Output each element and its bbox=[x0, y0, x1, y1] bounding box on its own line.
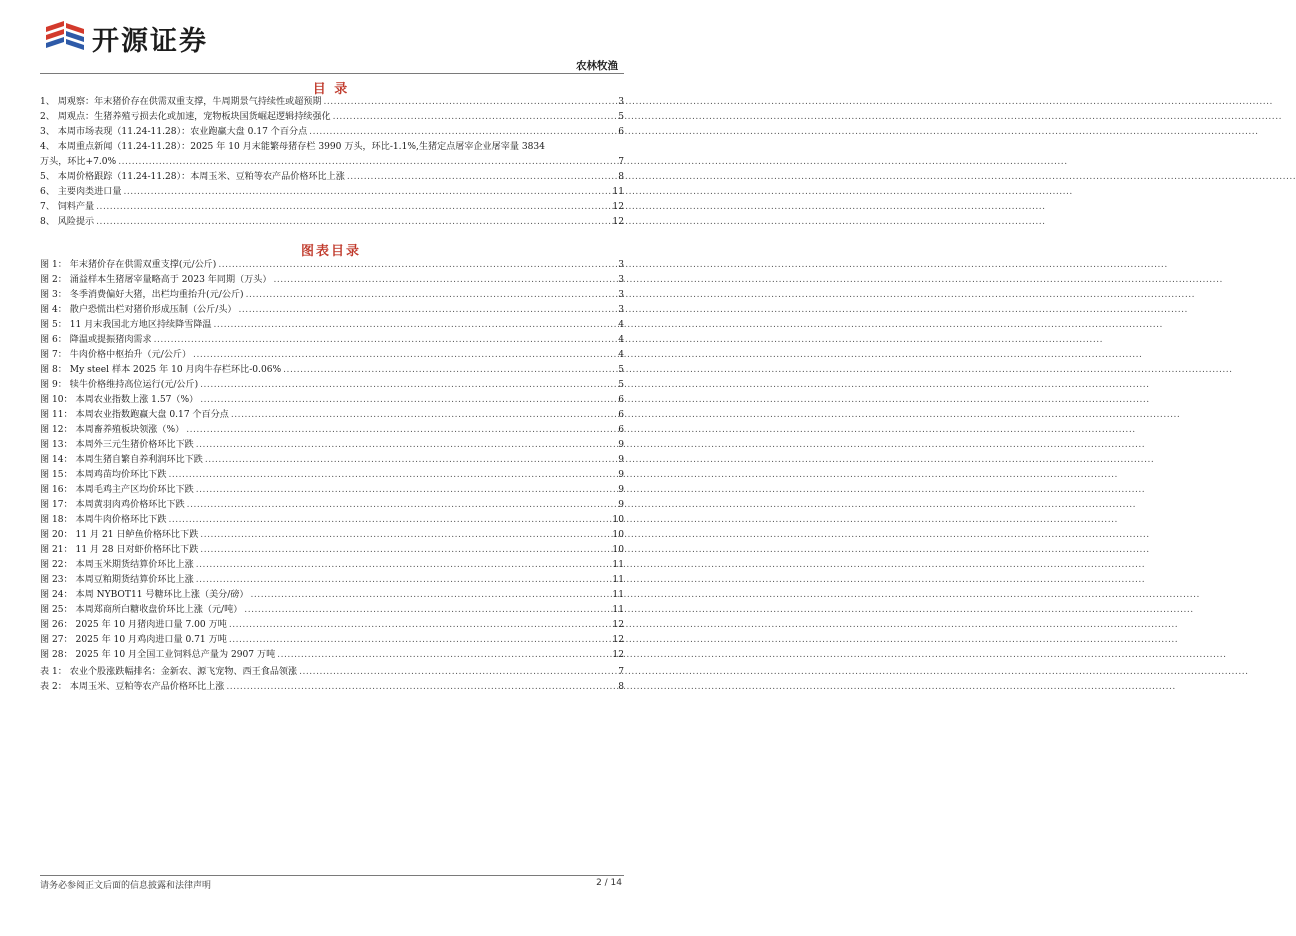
leader-dots bbox=[218, 258, 616, 273]
figure-item[interactable] bbox=[40, 438, 624, 453]
figure-item-page: 11 bbox=[612, 560, 624, 570]
leader-dots bbox=[200, 528, 610, 543]
leader-dots bbox=[200, 378, 616, 393]
figure-item[interactable] bbox=[40, 483, 624, 498]
figure-item-page: 5 bbox=[618, 380, 624, 390]
figure-item-label: 图 3： 冬季消费偏好大猪，出栏均重抬升(元/公斤) bbox=[40, 290, 244, 300]
toc-title: 目 录 bbox=[312, 82, 350, 97]
figure-item[interactable] bbox=[40, 393, 624, 408]
figure-item[interactable] bbox=[40, 513, 624, 528]
leader-dots bbox=[200, 543, 610, 558]
figure-item-page: 6 bbox=[618, 425, 624, 435]
leader-dots bbox=[273, 273, 616, 288]
figure-item[interactable] bbox=[40, 408, 624, 423]
figure-item-label: 图 11： 本周农业指数跑赢大盘 0.17 个百分点 bbox=[40, 410, 229, 420]
figure-item[interactable] bbox=[40, 363, 624, 378]
figure-item[interactable] bbox=[40, 498, 624, 513]
figure-item-label: 图 1： 年末猪价存在供需双重支撑(元/公斤) bbox=[40, 260, 217, 270]
figure-item[interactable] bbox=[40, 528, 624, 543]
figure-item-label: 图 17： 本周黄羽肉鸡价格环比下跌 bbox=[40, 500, 185, 510]
leader-dots bbox=[299, 665, 616, 680]
figure-item-label: 图 2： 涌益样本生猪屠宰量略高于 2023 年同期（万头） bbox=[40, 275, 272, 285]
figure-item-label: 图 20： 11 月 21 日鲈鱼价格环比下跌 bbox=[40, 530, 199, 540]
leader-dots bbox=[196, 558, 611, 573]
leader-dots bbox=[200, 393, 616, 408]
figure-item-label: 图 18： 本周牛肉价格环比下跌 bbox=[40, 515, 167, 525]
figure-item-page: 10 bbox=[612, 530, 624, 540]
figure-item-page: 4 bbox=[618, 350, 624, 360]
toc-item[interactable]: 1、 周观察：年末猪价存在供需双重支撑，牛周期景气持续性或超预期 ..... 3 bbox=[40, 95, 624, 110]
figure-item[interactable] bbox=[40, 318, 624, 333]
logo-mark-icon bbox=[44, 21, 86, 55]
leader-dots bbox=[244, 603, 610, 618]
figure-item-page: 9 bbox=[618, 455, 624, 465]
leader-dots bbox=[187, 498, 617, 513]
leader-dots bbox=[283, 363, 616, 378]
figure-item-label: 图 10： 本周农业指数上涨 1.57（%） bbox=[40, 395, 199, 405]
figure-item-page: 6 bbox=[618, 410, 624, 420]
figure-item-page: 9 bbox=[618, 440, 624, 450]
leader-dots bbox=[196, 573, 611, 588]
leader-dots bbox=[231, 408, 616, 423]
toc-item[interactable]: 5、 本周价格跟踪（11.24-11.28）：本周玉米、豆粕等农产品价格环比上涨 ..... 8 bbox=[40, 170, 624, 185]
leader-dots bbox=[214, 318, 617, 333]
figure-item[interactable] bbox=[40, 333, 624, 348]
figure-item-label: 图 24： 本周 NYBOT11 号糖环比上涨（美分/磅） bbox=[40, 590, 249, 600]
figure-item[interactable] bbox=[40, 618, 624, 633]
figure-item-label: 图 13： 本周外三元生猪价格环比下跌 bbox=[40, 440, 194, 450]
page-number: 2 / 14 bbox=[596, 878, 622, 888]
figure-item[interactable] bbox=[40, 543, 624, 558]
figure-item[interactable] bbox=[40, 633, 624, 648]
figure-item-label: 图 28： 2025 年 10 月全国工业饲料总产量为 2907 万吨 bbox=[40, 650, 276, 660]
figure-item-label: 图 22： 本周玉米期货结算价环比上涨 bbox=[40, 560, 194, 570]
figure-item-label: 图 6： 降温或提振猪肉需求 bbox=[40, 335, 152, 345]
table-item-page: 8 bbox=[618, 682, 624, 692]
figure-item-page: 12 bbox=[612, 635, 624, 645]
leader-dots bbox=[196, 438, 616, 453]
figure-item[interactable] bbox=[40, 348, 624, 363]
table-item[interactable] bbox=[40, 665, 624, 680]
figure-item[interactable] bbox=[40, 378, 624, 393]
figure-item-page: 10 bbox=[612, 545, 624, 555]
figure-item-page: 3 bbox=[618, 290, 624, 300]
figure-item[interactable] bbox=[40, 558, 624, 573]
figure-item[interactable] bbox=[40, 603, 624, 618]
figure-item-page: 6 bbox=[618, 395, 624, 405]
figure-item-label: 图 4： 散户恐慌出栏对猪价形成压制（公斤/头） bbox=[40, 305, 237, 315]
leader-dots bbox=[239, 303, 617, 318]
leader-dots bbox=[229, 633, 611, 648]
figure-item[interactable] bbox=[40, 303, 624, 318]
figure-item-page: 11 bbox=[612, 605, 624, 615]
leader-dots bbox=[168, 468, 616, 483]
figure-item-label: 图 27： 2025 年 10 月鸡肉进口量 0.71 万吨 bbox=[40, 635, 227, 645]
figure-item-page: 4 bbox=[618, 335, 624, 345]
figure-item-page: 3 bbox=[618, 260, 624, 270]
figure-item-label: 图 21： 11 月 28 日对虾价格环比下跌 bbox=[40, 545, 199, 555]
sector-label: 农林牧渔 bbox=[576, 60, 618, 72]
figure-item[interactable] bbox=[40, 588, 624, 603]
figure-item-page: 9 bbox=[618, 470, 624, 480]
figure-item-page: 9 bbox=[618, 500, 624, 510]
table-item-label: 表 2： 本周玉米、豆粕等农产品价格环比上涨 bbox=[40, 682, 225, 692]
figure-item-label: 图 9： 犊牛价格维持高位运行(元/公斤) bbox=[40, 380, 199, 390]
leader-dots bbox=[251, 588, 611, 603]
leader-dots bbox=[168, 513, 610, 528]
toc-item[interactable]: 3、 本周市场表现（11.24-11.28）：农业跑赢大盘 0.17 个百分点 ..... 6 bbox=[40, 125, 624, 140]
toc-list bbox=[40, 95, 624, 230]
table-item-page: 7 bbox=[618, 667, 624, 677]
figure-list bbox=[40, 258, 624, 663]
footer-disclaimer: 请务必参阅正文后面的信息披露和法律声明 bbox=[40, 881, 212, 891]
figure-item[interactable] bbox=[40, 288, 624, 303]
table-list bbox=[40, 665, 624, 695]
figure-item-page: 12 bbox=[612, 620, 624, 630]
table-item-label: 表 1： 农业个股涨跌幅排名：金新农、源飞宠物、西王食品领涨 bbox=[40, 667, 298, 677]
figure-item-page: 10 bbox=[612, 515, 624, 525]
toc-item[interactable]: 7、 饲料产量 ..... 12 bbox=[40, 200, 624, 215]
leader-dots bbox=[246, 288, 617, 303]
figure-item-page: 12 bbox=[612, 650, 624, 660]
leader-dots bbox=[277, 648, 610, 663]
company-logo bbox=[44, 20, 208, 56]
figure-item-label: 图 12： 本周畜养殖板块领涨（%） bbox=[40, 425, 185, 435]
toc-item[interactable]: 2、 周观点：生猪养殖亏损去化或加速，宠物板块国货崛起逻辑持续强化 ..... 5 bbox=[40, 110, 624, 125]
figure-item-page: 11 bbox=[612, 575, 624, 585]
leader-dots bbox=[196, 483, 616, 498]
figures-title: 图表目录 bbox=[300, 244, 361, 259]
figure-item-label: 图 5： 11 月末我国北方地区持续降雪降温 bbox=[40, 320, 212, 330]
figure-item[interactable] bbox=[40, 423, 624, 438]
figure-item-page: 11 bbox=[612, 590, 624, 600]
figure-item-label: 图 23： 本周豆粕期货结算价环比上涨 bbox=[40, 575, 194, 585]
leader-dots bbox=[205, 453, 616, 468]
leader-dots bbox=[186, 423, 616, 438]
figure-item[interactable] bbox=[40, 573, 624, 588]
figure-item[interactable] bbox=[40, 258, 624, 273]
header-rule bbox=[40, 73, 624, 74]
figure-item-page: 3 bbox=[618, 275, 624, 285]
figure-item[interactable] bbox=[40, 468, 624, 483]
toc-item[interactable]: 6、 主要肉类进口量 ..... 11 bbox=[40, 185, 624, 200]
figure-item-page: 4 bbox=[618, 320, 624, 330]
figure-item-page: 9 bbox=[618, 485, 624, 495]
footer-rule bbox=[40, 875, 624, 876]
figure-item[interactable] bbox=[40, 273, 624, 288]
leader-dots bbox=[229, 618, 611, 633]
table-item[interactable] bbox=[40, 680, 624, 695]
leader-dots bbox=[226, 680, 616, 695]
figure-item-label: 图 15： 本周鸡苗均价环比下跌 bbox=[40, 470, 167, 480]
figure-item-label: 图 14： 本周生猪自繁自养利润环比下跌 bbox=[40, 455, 203, 465]
figure-item-label: 图 26： 2025 年 10 月猪肉进口量 7.00 万吨 bbox=[40, 620, 227, 630]
figure-item-label: 图 7： 牛肉价格中枢抬升（元/公斤） bbox=[40, 350, 192, 360]
figure-item[interactable] bbox=[40, 453, 624, 468]
figure-item[interactable] bbox=[40, 648, 624, 663]
figure-item-page: 3 bbox=[618, 305, 624, 315]
page-header bbox=[0, 0, 662, 72]
figure-item-label: 图 16： 本周毛鸡主产区均价环比下跌 bbox=[40, 485, 194, 495]
figure-item-label: 图 8： My steel 样本 2025 年 10 月肉牛存栏环比-0.06% bbox=[40, 365, 282, 375]
logo-text: 开源证券 bbox=[92, 25, 208, 57]
toc-item[interactable]: 4、 本周重点新闻（11.24-11.28）：2025 年 10 月末能繁母猪存栏 3990 万头，环比-1.1%,生猪定点屠宰企业屠宰量 3834 万头，环比+7.0% ..... 7 bbox=[40, 140, 624, 170]
toc-item[interactable]: 8、 风险提示 ..... 12 bbox=[40, 215, 624, 230]
figure-item-label: 图 25： 本周郑商所白糖收盘价环比上涨（元/吨） bbox=[40, 605, 243, 615]
leader-dots bbox=[193, 348, 616, 363]
figure-item-page: 5 bbox=[618, 365, 624, 375]
leader-dots bbox=[154, 333, 617, 348]
